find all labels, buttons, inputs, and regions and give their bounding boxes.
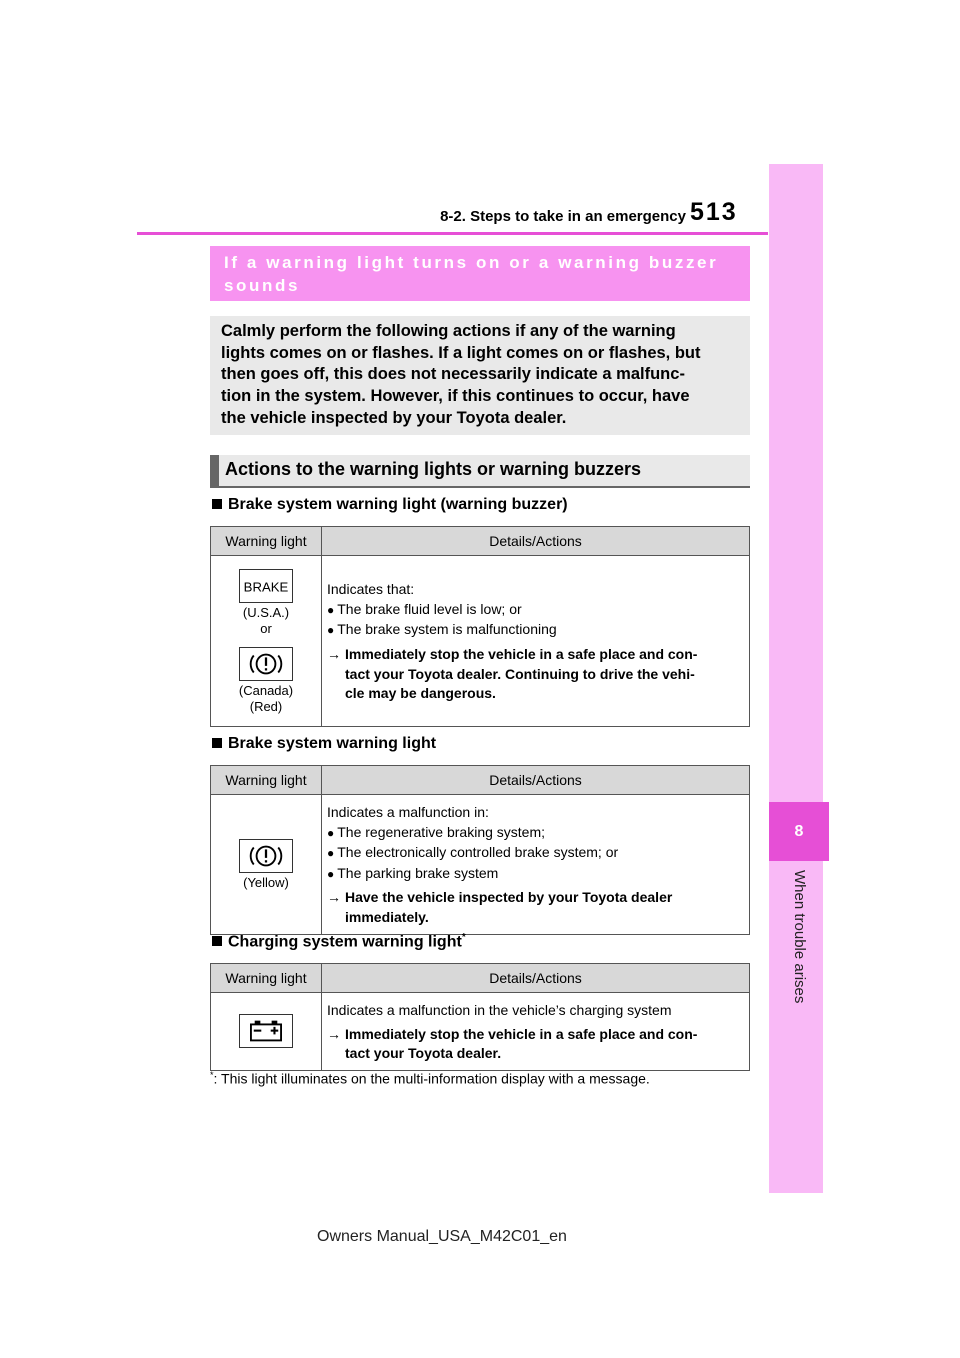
banner-line-2: sounds bbox=[224, 276, 301, 295]
details-cell bbox=[322, 795, 750, 935]
header-warning-light: Warning light bbox=[211, 964, 322, 993]
intro-line: tion in the system. However, if this continues to occur, have bbox=[221, 387, 690, 406]
warning-table-brake-system bbox=[210, 765, 750, 935]
subheading-brake-system: Brake system warning light bbox=[212, 735, 436, 753]
page-number: 513 bbox=[690, 198, 738, 226]
intro-box bbox=[210, 316, 750, 435]
banner-line-1: If a warning light turns on or a warning buzzer bbox=[224, 253, 719, 272]
subheading-charging-system: Charging system warning light* bbox=[212, 932, 466, 951]
arrow-right-icon: → bbox=[327, 646, 341, 662]
header-warning-light: Warning light bbox=[211, 766, 322, 795]
warning-light-cell bbox=[211, 556, 322, 727]
caption-usa: (U.S.A.) bbox=[242, 605, 290, 620]
header-warning-light: Warning light bbox=[211, 527, 322, 556]
table-header-row bbox=[211, 527, 750, 556]
battery-icon bbox=[239, 1014, 293, 1048]
details-bullet: ● The parking brake system bbox=[327, 864, 745, 885]
warning-light-cell bbox=[211, 795, 322, 935]
footnote-mark: * bbox=[210, 1070, 214, 1080]
brake-text-icon bbox=[239, 569, 293, 603]
warning-light-cell bbox=[211, 993, 322, 1071]
caption-canada: (Canada) bbox=[238, 683, 294, 698]
intro-line: then goes off, this does not necessarily indicate a malfunc- bbox=[221, 365, 685, 384]
actions-heading: Actions to the warning lights or warning buzzers bbox=[210, 455, 750, 488]
square-bullet-icon bbox=[212, 936, 222, 946]
brake-warning-icon bbox=[239, 839, 293, 873]
footnote-mark: * bbox=[461, 932, 466, 943]
svg-text:BRAKE: BRAKE bbox=[243, 579, 289, 595]
details-cell bbox=[322, 556, 750, 727]
section-title: 8-2. Steps to take in an emergency bbox=[440, 208, 686, 225]
details-bullet: ● The electronically controlled brake system; or bbox=[327, 843, 745, 864]
intro-line: lights comes on or flashes. If a light comes on or flashes, but bbox=[221, 343, 701, 362]
warning-table-charging-system bbox=[210, 963, 750, 1071]
action-text: → Immediately stop the vehicle in a safe place and con- tact your Toyota dealer. Continuing to drive the vehi- cle may be dangerous. bbox=[327, 646, 698, 702]
details-bullet: ● The brake fluid level is low; or bbox=[327, 600, 745, 621]
table-header-row bbox=[211, 964, 750, 993]
arrow-right-icon: → bbox=[327, 1025, 341, 1042]
intro-line: the vehicle inspected by your Toyota dealer. bbox=[221, 408, 567, 427]
caption-color-yellow: (Yellow) bbox=[243, 875, 289, 891]
details-intro: Indicates that: bbox=[327, 581, 415, 598]
header-details-actions: Details/Actions bbox=[322, 964, 750, 993]
square-bullet-icon bbox=[212, 738, 222, 748]
section-banner bbox=[210, 246, 750, 301]
header-details-actions: Details/Actions bbox=[322, 766, 750, 795]
action-text: → Have the vehicle inspected by your Toyota dealer immediately. bbox=[327, 889, 673, 925]
table-row bbox=[211, 556, 750, 727]
brake-warning-icon bbox=[239, 647, 293, 681]
action-text: → Immediately stop the vehicle in a safe place and con- tact your Toyota dealer. bbox=[327, 1025, 698, 1062]
table-header-row bbox=[211, 766, 750, 795]
chapter-number: 8 bbox=[769, 802, 829, 861]
header-divider bbox=[137, 232, 768, 235]
caption-color-red: (Red) bbox=[249, 699, 283, 714]
footnote: *: This light illuminates on the multi-information display with a message. bbox=[210, 1070, 650, 1087]
intro-line: Calmly perform the following actions if any of the warning bbox=[221, 322, 676, 340]
details-bullet: ● The brake system is malfunctioning bbox=[327, 620, 745, 641]
page-footer: Owners Manual_USA_M42C01_en bbox=[317, 1228, 567, 1245]
details-intro: Indicates a malfunction in: bbox=[327, 804, 489, 820]
caption-or: or bbox=[260, 621, 272, 636]
square-bullet-icon bbox=[212, 499, 222, 509]
table-row bbox=[211, 795, 750, 935]
details-bullet: ● The regenerative braking system; bbox=[327, 823, 745, 844]
warning-table-brake-buzzer bbox=[210, 526, 750, 727]
chapter-side-tab bbox=[769, 164, 823, 1193]
subheading-brake-buzzer: Brake system warning light (warning buzzer) bbox=[212, 496, 568, 514]
header-details-actions: Details/Actions bbox=[322, 527, 750, 556]
chapter-label: When trouble arises bbox=[791, 870, 808, 1004]
details-cell bbox=[322, 993, 750, 1071]
details-intro: Indicates a malfunction in the vehicle’s charging system bbox=[327, 1002, 672, 1018]
arrow-right-icon: → bbox=[327, 889, 341, 906]
table-row bbox=[211, 993, 750, 1071]
